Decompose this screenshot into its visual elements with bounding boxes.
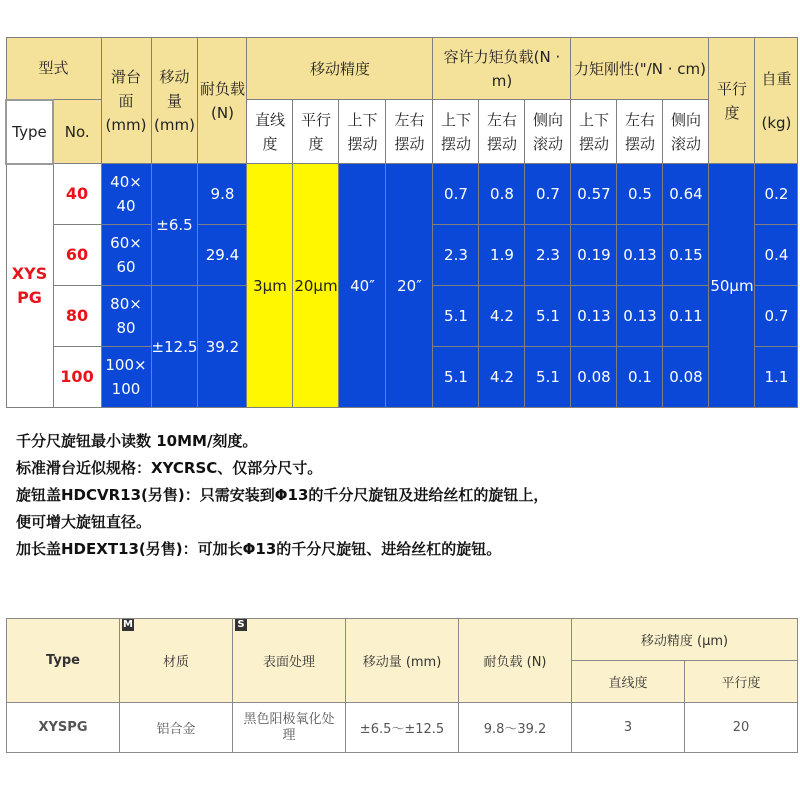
note-line: 加长盖HDEXT13(另售)：可加长Φ13的千分尺旋钮、进给丝杠的旋钮。: [16, 540, 502, 558]
summary-load: 9.8～39.2: [459, 703, 572, 753]
note-line: 旋钮盖HDCVR13(另售)：只需安装到Φ13的千分尺旋钮及进给丝杠的旋钮上，: [16, 486, 549, 504]
mr-roll-40: 0.64: [663, 164, 709, 225]
ml-pitch-60: 2.3: [433, 225, 479, 286]
header-load: 耐负载(N): [198, 38, 247, 164]
yaw-value: 20″: [386, 164, 433, 408]
header-yaw: 左右摆动: [386, 100, 433, 164]
summary-type: XYSPG: [7, 703, 120, 753]
mr-pitch-80: 0.13: [571, 286, 617, 347]
surface-mark: S: [235, 619, 247, 631]
mr-yaw-40: 0.5: [617, 164, 663, 225]
ml-pitch-40: 0.7: [433, 164, 479, 225]
header-model: 型式: [6, 38, 101, 100]
summary-header-type: Type: [7, 619, 120, 703]
header-travel: 移动量(mm): [151, 38, 198, 164]
header-ml-roll: 侧向滚动: [525, 100, 571, 164]
ml-yaw-80: 4.2: [479, 286, 525, 347]
summary-header-straightness: 直线度: [572, 661, 685, 703]
header-mr-roll: 侧向滚动: [663, 100, 709, 164]
ml-yaw-40: 0.8: [479, 164, 525, 225]
no-100: 100: [53, 347, 101, 408]
note-line: 千分尺旋钮最小读数 10MM/刻度。: [16, 432, 258, 450]
travel-large: ±12.5: [151, 286, 198, 408]
summary-parallel: 20: [685, 703, 798, 753]
header-mr-yaw: 左右摆动: [617, 100, 663, 164]
no-40: 40: [53, 164, 101, 225]
header-moment-rigidity: 力矩刚性("/N · cm): [571, 38, 709, 100]
header-type: Type: [6, 100, 53, 164]
spec-table: [5, 37, 798, 408]
mr-yaw-100: 0.1: [617, 347, 663, 408]
note-line: 标准滑台近似规格：XYCRSC、仅部分尺寸。: [16, 459, 323, 477]
header-accuracy: 移动精度: [247, 38, 433, 100]
no-60: 60: [53, 225, 101, 286]
header-slide-surface: 滑台面 (mm): [101, 38, 151, 164]
ml-yaw-100: 4.2: [479, 347, 525, 408]
mr-pitch-40: 0.57: [571, 164, 617, 225]
header-weight: 自重 (kg): [755, 38, 798, 164]
material-mark: M: [123, 619, 133, 630]
mr-roll-80: 0.11: [663, 286, 709, 347]
ml-pitch-100: 5.1: [433, 347, 479, 408]
ml-roll-40: 0.7: [525, 164, 571, 225]
parallel-value: 20μm: [293, 164, 339, 408]
mr-yaw-80: 0.13: [617, 286, 663, 347]
summary-header-load: 耐负载 (N): [459, 619, 572, 703]
summary-header-material: M 材质: [120, 619, 233, 703]
summary-straightness: 3: [572, 703, 685, 753]
travel-small: ±6.5: [151, 164, 198, 286]
mr-yaw-60: 0.13: [617, 225, 663, 286]
ml-roll-100: 5.1: [525, 347, 571, 408]
weight-60: 0.4: [755, 225, 798, 286]
surface-100: 100×100: [101, 347, 151, 408]
summary-travel: ±6.5～±12.5: [346, 703, 459, 753]
header-parallel: 平行度: [293, 100, 339, 164]
mr-pitch-100: 0.08: [571, 347, 617, 408]
ml-yaw-60: 1.9: [479, 225, 525, 286]
type-cell: XYSPG: [6, 164, 53, 408]
pitch-value: 40″: [339, 164, 386, 408]
weight-100: 1.1: [755, 347, 798, 408]
weight-80: 0.7: [755, 286, 798, 347]
summary-surface: 黑色阳极氧化处理: [233, 703, 346, 753]
header-straightness: 直线度: [247, 100, 293, 164]
header-no: No.: [53, 100, 101, 164]
summary-material: 铝合金: [120, 703, 233, 753]
summary-table: [6, 618, 798, 753]
header-pitch: 上下摆动: [339, 100, 386, 164]
weight-40: 0.2: [755, 164, 798, 225]
ml-roll-80: 5.1: [525, 286, 571, 347]
summary-header-surface: S 表面处理: [233, 619, 346, 703]
summary-header-parallel: 平行度: [685, 661, 798, 703]
surface-80: 80×80: [101, 286, 151, 347]
surface-60: 60×60: [101, 225, 151, 286]
header-parallelism: 平行度: [709, 38, 755, 164]
summary-header-travel: 移动量 (mm): [346, 619, 459, 703]
ml-pitch-80: 5.1: [433, 286, 479, 347]
header-moment-load: 容许力矩负载(N · m): [433, 38, 571, 100]
parallelism-value: 50μm: [709, 164, 755, 408]
load-80-100: 39.2: [198, 286, 247, 408]
header-mr-pitch: 上下摆动: [571, 100, 617, 164]
no-80: 80: [53, 286, 101, 347]
mr-roll-60: 0.15: [663, 225, 709, 286]
header-ml-yaw: 左右摆动: [479, 100, 525, 164]
surface-40: 40×40: [101, 164, 151, 225]
notes: [16, 428, 548, 563]
load-40: 9.8: [198, 164, 247, 225]
summary-header-accuracy: 移动精度 (μm): [572, 619, 798, 661]
note-line: 便可增大旋钮直径。: [16, 513, 152, 531]
header-ml-pitch: 上下摆动: [433, 100, 479, 164]
mr-pitch-60: 0.19: [571, 225, 617, 286]
load-60: 29.4: [198, 225, 247, 286]
mr-roll-100: 0.08: [663, 347, 709, 408]
ml-roll-60: 2.3: [525, 225, 571, 286]
straightness-value: 3μm: [247, 164, 293, 408]
